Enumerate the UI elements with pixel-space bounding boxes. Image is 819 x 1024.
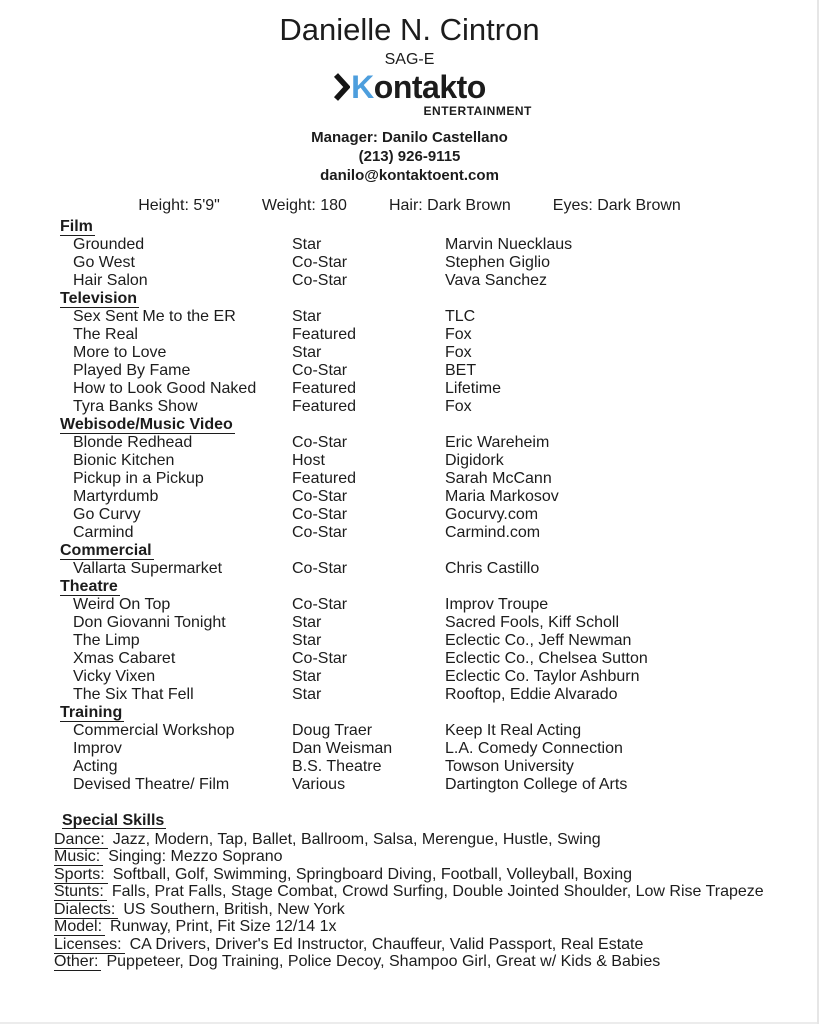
logo-subtitle: ENTERTAINMENT [423,104,532,118]
section-heading [60,218,819,236]
credit-company: Dartington College of Arts [445,776,628,793]
credit-title: Devised Theatre/ Film [73,776,230,793]
stats-line [0,197,819,215]
credit-company: Sarah McCann [445,470,552,487]
credit-role: Featured [292,470,357,487]
phone-number: (213) 926-9115 [358,148,461,165]
credit-company: Fox [445,344,472,361]
skill-label: Sports: [54,866,108,884]
credit-role: Star [292,308,322,325]
credit-title: Hair Salon [73,272,148,289]
stat-height: Height: 5'9" [138,197,220,214]
credits-table [60,218,819,794]
credit-company: Chris Castillo [445,560,540,577]
credit-company: Rooftop, Eddie Alvarado [445,686,618,703]
credit-row [60,722,819,740]
union-status: SAG-E [384,51,435,68]
credit-title: Acting [73,758,118,775]
section-television [60,290,819,416]
credit-company: Eric Wareheim [445,434,550,451]
skill-line [54,918,819,936]
credit-title: Sex Sent Me to the ER [73,308,236,325]
credit-role: Star [292,668,322,685]
section-training [60,704,819,794]
credit-row [60,488,819,506]
credit-role: Star [292,236,322,253]
section-film [60,218,819,290]
credit-row [60,668,819,686]
skill-text: Singing: Mezzo Soprano [108,848,283,865]
credit-row [60,362,819,380]
skill-label: Dance: [54,831,108,849]
credit-row [60,344,819,362]
skill-text: Jazz, Modern, Tap, Ballet, Ballroom, Salsa, Merengue, Hustle, Swing [112,830,601,848]
credit-row [60,236,819,254]
credit-title: How to Look Good Naked [73,380,257,397]
section-heading-text: Training [60,704,123,721]
credit-row [60,758,819,776]
credit-role: Star [292,344,322,361]
credit-row [60,632,819,650]
credit-company: Improv Troupe [445,596,549,613]
credit-role: Various [292,776,346,793]
skill-line [54,953,819,971]
skill-label: Licenses: [54,936,125,954]
contact-block [0,128,819,185]
credit-company: Eclectic Co. Taylor Ashburn [445,668,640,685]
section-webisode-music-video [60,416,819,542]
credit-role: Co-Star [292,506,348,523]
credit-company: Vava Sanchez [445,272,547,289]
credit-title: Go Curvy [73,506,141,523]
credit-company: Eclectic Co., Chelsea Sutton [445,650,648,667]
credit-title: Bionic Kitchen [73,452,175,469]
credit-title: The Six That Fell [73,686,194,703]
email-address: danilo@kontaktoent.com [320,167,499,184]
manager-line: Manager: Danilo Castellano [311,129,508,146]
credit-title: Vallarta Supermarket [73,560,223,577]
credit-role: Featured [292,398,357,415]
credit-company: Marvin Nuecklaus [445,236,573,253]
credit-company: Maria Markosov [445,488,559,505]
credit-company: Lifetime [445,380,502,397]
chevron-right-icon [333,72,350,102]
skill-text: US Southern, British, New York [123,900,345,918]
credit-title: Improv [73,740,122,757]
credit-company: Towson University [445,758,574,775]
skill-label: Model: [54,918,105,936]
skill-text: Puppeteer, Dog Training, Police Decoy, Shampoo Girl, Great w/ Kids & Babies [106,953,661,970]
credit-title: Martyrdumb [73,488,159,505]
section-heading [60,416,819,434]
credit-title: Grounded [73,236,145,253]
credit-role: Co-Star [292,488,348,505]
credit-role: Host [292,452,325,469]
stat-eyes: Eyes: Dark Brown [552,197,681,214]
credit-row [60,398,819,416]
credit-role: Co-Star [292,434,348,451]
credit-role: B.S. Theatre [292,758,382,775]
section-heading-text: Television [60,290,138,307]
skill-line [54,936,819,954]
agency-wordmark [333,71,486,103]
credit-row [60,326,819,344]
skills-heading [62,812,819,830]
skill-line [54,883,819,901]
credit-title: Tyra Banks Show [73,398,198,415]
credit-role: Doug Traer [292,722,373,739]
credit-role: Co-Star [292,650,348,667]
credit-row [60,470,819,488]
credit-role: Co-Star [292,272,348,289]
credit-title: Played By Fame [73,362,191,379]
credit-row [60,434,819,452]
credit-role: Featured [292,326,357,343]
credit-row [60,614,819,632]
stat-hair: Hair: Dark Brown [388,197,511,214]
skill-text: CA Drivers, Driver's Ed Instructor, Chauffeur, Valid Passport, Real Estate [129,935,644,953]
section-heading [60,542,819,560]
credit-row [60,506,819,524]
credit-company: Digidork [445,452,504,469]
credit-company: Fox [445,326,472,343]
skill-label: Other: [54,953,101,971]
credit-title: Go West [73,254,135,271]
logo-wordmark-text: ontakto [373,69,486,105]
credit-role: Co-Star [292,596,348,613]
credit-row [60,308,819,326]
credit-row [60,776,819,794]
skill-line [54,901,819,919]
credit-role: Star [292,614,322,631]
section-heading-text: Commercial [60,542,152,559]
credit-title: Vicky Vixen [73,668,156,685]
credit-title: The Limp [73,632,140,649]
section-heading [60,290,819,308]
credit-role: Star [292,632,322,649]
section-heading-text: Webisode/Music Video [60,416,233,433]
credit-company: Eclectic Co., Jeff Newman [445,632,632,649]
skill-label: Stunts: [54,883,107,901]
credit-row [60,380,819,398]
credit-title: Pickup in a Pickup [73,470,204,487]
credit-row [60,686,819,704]
credit-row [60,740,819,758]
credit-company: L.A. Comedy Connection [445,740,623,757]
section-heading [60,578,819,596]
stat-weight: Weight: 180 [261,197,347,214]
credit-company: BET [445,362,477,379]
credit-role: Co-Star [292,560,348,577]
skill-line [54,866,819,884]
credit-title: Weird On Top [73,596,171,613]
credit-title: Commercial Workshop [73,722,235,739]
credit-company: Carmind.com [445,524,541,541]
credit-company: Stephen Giglio [445,254,550,271]
section-heading [60,704,819,722]
credit-role: Co-Star [292,524,348,541]
credit-row [60,596,819,614]
credit-company: Sacred Fools, Kiff Scholl [445,614,620,631]
credit-row [60,560,819,578]
skill-line [54,831,819,849]
credit-row [60,452,819,470]
credit-row [60,524,819,542]
section-heading-text: Film [60,218,93,235]
skill-label: Dialects: [54,901,118,919]
credit-row [60,254,819,272]
credit-title: Xmas Cabaret [73,650,176,667]
credit-title: The Real [73,326,138,343]
skills-heading-text: Special Skills [62,812,165,829]
resume-header [0,12,819,215]
credit-title: Blonde Redhead [73,434,193,451]
logo-letter-k: K [351,69,374,105]
skill-text: Runway, Print, Fit Size 12/14 1x [110,918,337,935]
credit-role: Co-Star [292,254,348,271]
credit-title: More to Love [73,344,167,361]
section-theatre [60,578,819,704]
credit-title: Carmind [73,524,134,541]
credit-company: Gocurvy.com [445,506,539,523]
credit-role: Star [292,686,322,703]
special-skills-section [54,812,819,971]
skill-label: Music: [54,848,103,866]
credit-role: Featured [292,380,357,397]
credit-role: Dan Weisman [292,740,393,757]
agency-logo [0,71,819,119]
page-title: Danielle N. Cintron [279,12,540,47]
credit-row [60,272,819,290]
skill-line [54,848,819,866]
section-heading-text: Theatre [60,578,118,595]
credit-company: Fox [445,398,472,415]
credit-company: TLC [445,308,476,325]
credit-row [60,650,819,668]
section-commercial [60,542,819,578]
credit-title: Don Giovanni Tonight [73,614,226,631]
agency-logo-inner [333,69,532,118]
credit-company: Keep It Real Acting [445,722,582,739]
skill-text: Softball, Golf, Swimming, Springboard Diving, Football, Volleyball, Boxing [112,865,633,883]
credit-role: Co-Star [292,362,348,379]
skill-text: Falls, Prat Falls, Stage Combat, Crowd Surfing, Double Jointed Shoulder, Low Rise Trapeze [111,883,764,900]
